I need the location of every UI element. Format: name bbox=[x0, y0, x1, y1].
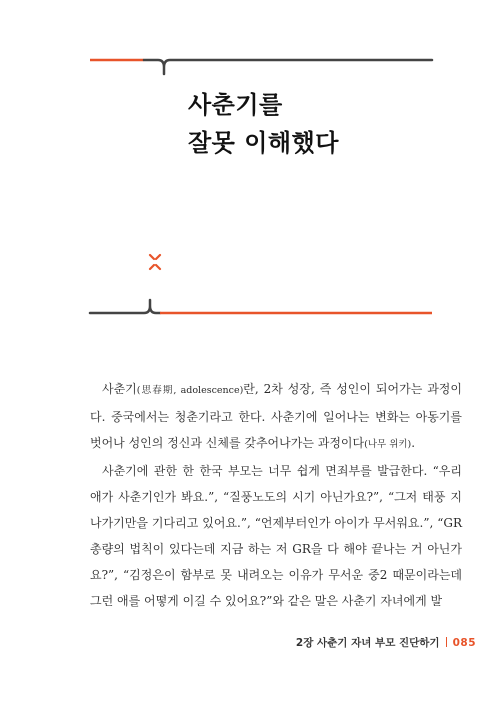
paragraph-2: 사춘기에 관한 한 한국 부모는 너무 쉽게 면죄부를 발급한다. “우리 애가 사춘기인가 봐요.”, “질풍노도의 시기 아닌가요?”, “그저 태풍 지나가기만을 기다리고 있어요.”, “언제부터인가 아이가 무서워요.”, “GR 총량의 법칙이 있다는데 지금 하는 저 GR을 다 해야 끝나는 거 아닌가요?”, “김정은이 함부로 못 내려오는 이유가 무서운 중2 때문이라는데 그런 애를 어떻게 이길 수 있어요?”와 같은 말은 사춘기 자녀에게 발 bbox=[90, 464, 462, 608]
bottom-divider bbox=[90, 300, 432, 313]
term-annotation: (思春期, adolescence) bbox=[136, 385, 244, 396]
chapter-title-line-2: 잘못 이해했다 bbox=[188, 129, 339, 157]
chapter-title bbox=[188, 86, 339, 162]
source-annotation: (나무 위키) bbox=[364, 439, 412, 450]
paragraph-1 bbox=[90, 376, 462, 458]
body-text bbox=[90, 376, 462, 614]
top-divider bbox=[90, 60, 432, 74]
page-number: 085 bbox=[452, 637, 476, 649]
x-mark-icon bbox=[150, 255, 160, 269]
chapter-title-line-1: 사춘기를 bbox=[188, 91, 283, 119]
term: 사춘기 bbox=[102, 382, 137, 396]
footer-separator bbox=[446, 637, 447, 647]
running-chapter-title: 2장 사춘기 자녀 부모 진단하기 bbox=[295, 637, 440, 649]
sentence-end: . bbox=[411, 436, 416, 450]
page-footer bbox=[296, 635, 476, 650]
definition-text: 란, 2차 성장, 즉 성인이 되어가는 과정이다. 중국에서는 청춘기라고 한다. 사춘기에 일어나는 변화는 아동기를 벗어나 성인의 정신과 신체를 갖추어나가는 과정이다 bbox=[90, 382, 462, 450]
